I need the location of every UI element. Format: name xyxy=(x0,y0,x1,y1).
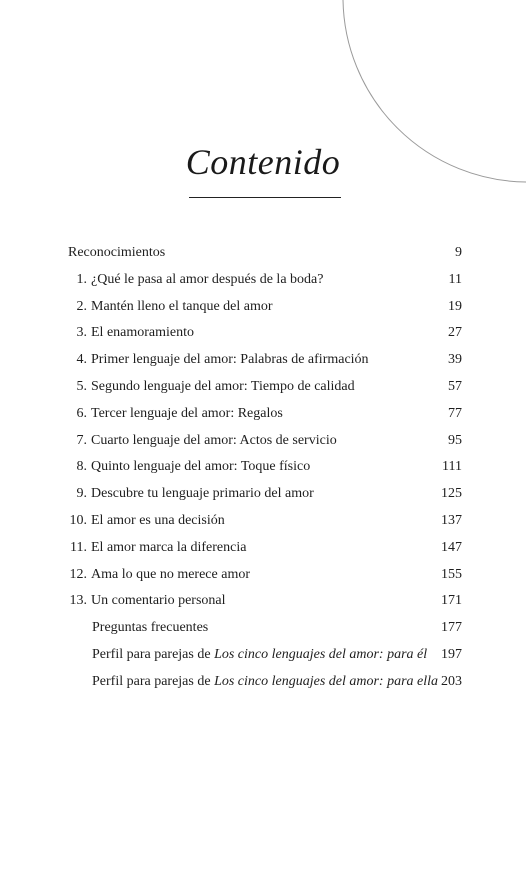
toc-entry-title: El enamoramiento xyxy=(91,325,195,341)
toc-entry xyxy=(68,562,464,589)
toc-entry-page: 9 xyxy=(455,245,462,260)
toc-entry-page: 125 xyxy=(441,486,462,502)
toc-entry xyxy=(68,642,464,669)
toc-entry-page: 203 xyxy=(441,673,462,689)
toc-entry-title: Mantén lleno el tanque del amor xyxy=(91,298,273,314)
toc-entry-page: 95 xyxy=(448,432,462,448)
toc-entry-page: 147 xyxy=(441,539,462,555)
toc-entry-number: 12. xyxy=(69,566,87,582)
toc-entry-page: 111 xyxy=(442,459,462,475)
toc-entry-number: 9. xyxy=(76,486,87,502)
toc-entry-page: 197 xyxy=(441,646,462,662)
toc-entry-book-title: Los cinco lenguajes del amor: para ella xyxy=(214,673,439,689)
toc-entry xyxy=(68,428,464,455)
toc-entry-title: Perfil para parejas de Los cinco lenguajes del amor: para ella xyxy=(92,673,439,689)
toc-entry-page: 177 xyxy=(441,620,462,636)
toc-entry xyxy=(68,347,464,374)
toc-entry-book-title: Los cinco lenguajes del amor: para él xyxy=(214,646,428,662)
toc-entry-number: 2. xyxy=(76,298,87,314)
toc-entry-title: Primer lenguaje del amor: Palabras de afirmación xyxy=(91,352,369,368)
toc-entry xyxy=(68,401,464,428)
toc-entry-title: ¿Qué le pasa al amor después de la boda? xyxy=(91,271,324,287)
toc-entry-page: 19 xyxy=(448,298,462,314)
toc-entry-title: Quinto lenguaje del amor: Toque físico xyxy=(91,459,311,475)
toc-entry xyxy=(68,588,464,615)
toc-entry-number: 6. xyxy=(76,405,87,421)
toc-entry-title: El amor marca la diferencia xyxy=(91,539,247,555)
toc-entry-number: 7. xyxy=(76,432,87,448)
toc-entry-number: 3. xyxy=(76,325,87,341)
toc-entry-title: Perfil para parejas de Los cinco lenguajes del amor: para él xyxy=(92,646,428,662)
toc-entry-page: 11 xyxy=(448,271,462,287)
toc-entry xyxy=(68,240,464,267)
toc-entry xyxy=(68,320,464,347)
title-underline xyxy=(189,197,341,198)
toc-entry-number: 11. xyxy=(70,539,87,555)
toc-entry-title: Reconocimientos xyxy=(68,245,166,260)
toc-entry-number: 5. xyxy=(76,378,87,394)
toc-entry-title: Descubre tu lenguaje primario del amor xyxy=(91,486,314,502)
toc-entry xyxy=(68,669,464,696)
toc-entry xyxy=(68,508,464,535)
toc-entry-page: 77 xyxy=(448,405,462,421)
toc-entry-title: El amor es una decisión xyxy=(91,512,225,528)
toc-entry-page: 57 xyxy=(448,378,462,394)
toc-entry-number: 4. xyxy=(76,352,87,368)
toc-entry-title: Un comentario personal xyxy=(91,593,226,609)
toc-entry-number: 13. xyxy=(69,593,87,609)
toc-entry-page: 155 xyxy=(441,566,462,582)
toc-entry xyxy=(68,481,464,508)
toc-entry xyxy=(68,615,464,642)
toc-entry-title: Segundo lenguaje del amor: Tiempo de calidad xyxy=(91,378,355,394)
toc-entry-page: 39 xyxy=(448,352,462,368)
toc-entry xyxy=(68,374,464,401)
toc-entry-number: 10. xyxy=(69,512,87,528)
toc-entry-number: 8. xyxy=(76,459,87,475)
toc-entry xyxy=(68,535,464,562)
toc-entry xyxy=(68,267,464,294)
table-of-contents xyxy=(68,240,464,696)
page-title: Contenido xyxy=(185,142,341,182)
toc-entry-title: Tercer lenguaje del amor: Regalos xyxy=(91,405,283,421)
toc-entry-page: 171 xyxy=(441,593,462,609)
toc-entry-number: 1. xyxy=(76,271,87,287)
toc-entry-title: Cuarto lenguaje del amor: Actos de servicio xyxy=(91,432,337,448)
toc-entry-title: Ama lo que no merece amor xyxy=(91,566,250,582)
toc-entry-page: 27 xyxy=(448,325,462,341)
toc-entry xyxy=(68,454,464,481)
toc-entry xyxy=(68,294,464,321)
toc-entry-page: 137 xyxy=(441,512,462,528)
toc-entry-title: Preguntas frecuentes xyxy=(92,620,209,636)
